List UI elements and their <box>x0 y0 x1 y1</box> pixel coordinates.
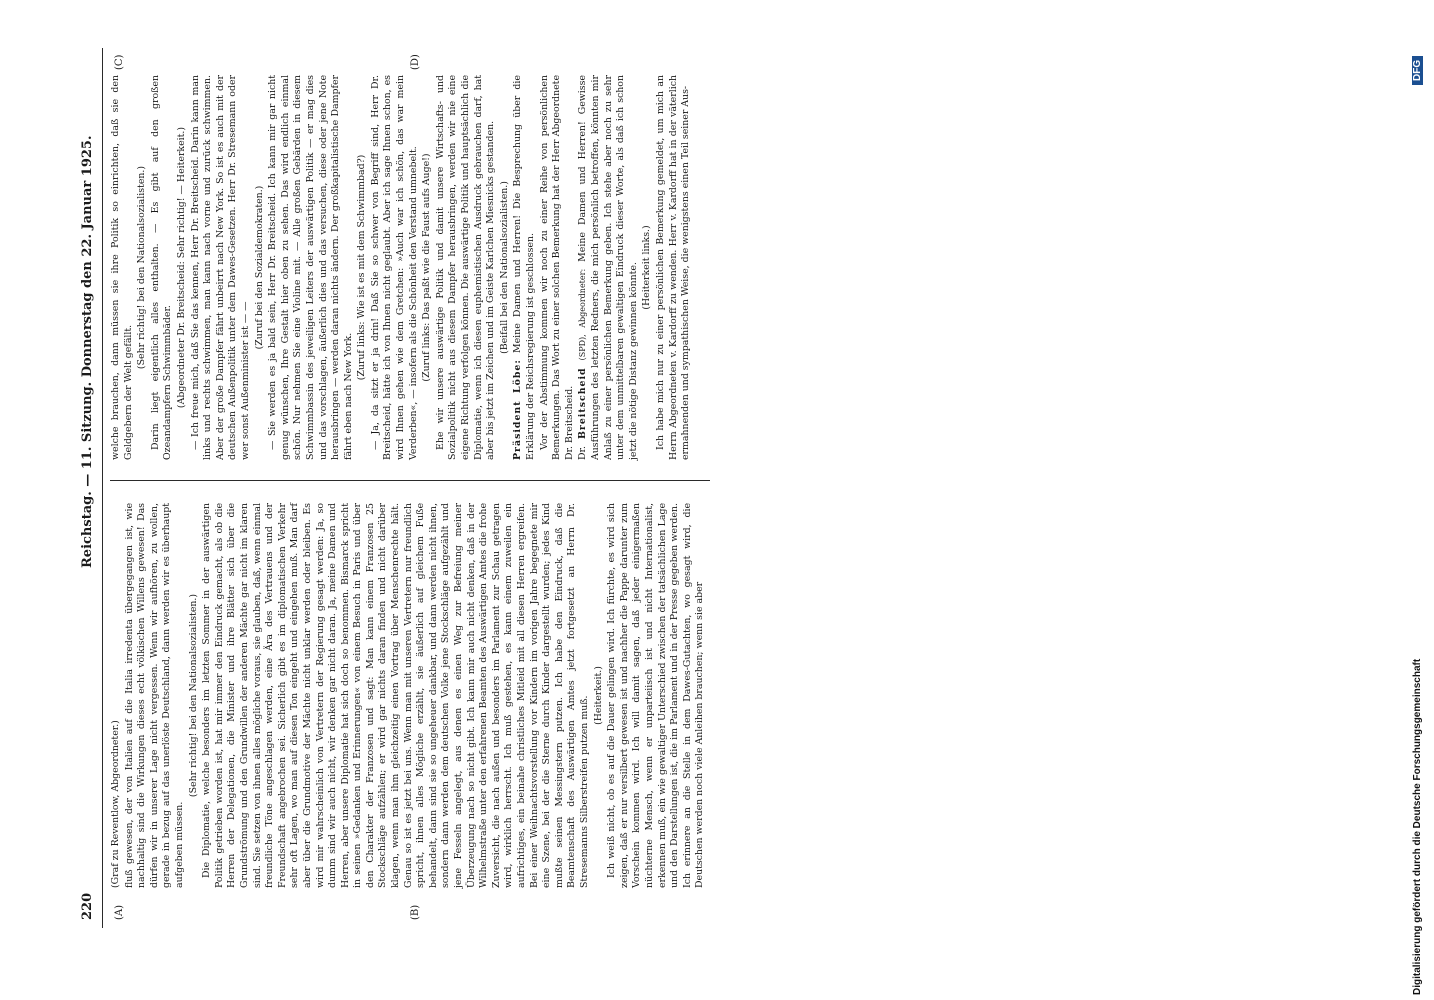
paragraph: — Sie werden es ja bald sein, Herr Dr. Breitscheid. Ich kann mir gar nicht genug wünschen, Ihre Gestalt hier oben zu sehen. Das wird endlich einmal schön. Nur nehmen Sie eine Violine mit. — Alle großen Gebärden in diesem Schwimmbassin des jeweiligen Leiters der auswärtigen Politik — er mag dies und das vorschlagen, äußerlich dies und das versuchen, diese oder jene Note herausbringen — werden daran nichts ändern. Der großkapitalistische Dampfer fährt eben nach New York. <box>267 75 354 460</box>
interjection: (Zuruf bei den Sozialdemokraten.) <box>253 185 265 350</box>
speech-text: Meine Damen und Herren! Die Besprechung über die Erklärung der Reichsregierung ist geschlossen. <box>512 75 536 460</box>
speaker-name: Breitscheid <box>577 367 589 440</box>
interjection: (Sehr richtig! bei den Nationalsozialisten.) <box>187 593 199 798</box>
margin-marker-d: (D) <box>410 54 421 70</box>
interjection: (Heiterkeit.) <box>592 666 604 725</box>
digitization-credit <box>1412 5 1428 995</box>
paragraph: Ehe wir unsere auswärtige Politik und damit unsere Wirtschafts- und Sozialpolitik nicht aus diesem Dampfer herausbringen, werden wir nie eine eigene Richtung verfolgen können. Die auswärtige Politik und hauptsächlich die Diplomatie, wenn ich diesen euphemistischen Ausdruck gebrauchen darf, hat aber bis jetzt im Zeichen und im Geiste Karlchen Miesnicks gestanden. <box>434 75 497 460</box>
interjection: (Abgeordneter Dr. Breitscheid: Sehr richtig! — Heiterkeit.) <box>175 126 187 409</box>
paragraph: Darin liegt eigentlich alles enthalten. — Es gibt auf den großen Ozeandampfern Schwimmbäder. <box>149 75 174 460</box>
paragraph: Vor der Abstimmung kommen wir noch zu einer Reihe von persönlichen Bemerkungen. Das Wort zu einer solchen Bemerkung hat der Herr Abgeordnete Dr. Breitscheid. <box>538 75 575 460</box>
speech-loebe <box>512 75 537 460</box>
dfg-logo: DFG <box>1412 56 1423 85</box>
left-column <box>110 503 708 888</box>
rotated-page <box>80 48 740 928</box>
speaker-line: (Graf zu Reventlow, Abgeordneter.) <box>110 720 121 888</box>
interjection: (Zuruf links: Wie ist es mit dem Schwimmbad?) <box>356 154 368 381</box>
interjection: (Zuruf links: Das paßt wie die Faust aufs Auge!) <box>421 153 433 382</box>
paragraph: — Ja, da sitzt er ja drin! Daß Sie so schwer von Begriff sind, Herr Dr. Breitscheid, hätte ich von Ihnen nicht geglaubt. Aber ich sage Ihnen schon, es wird Ihnen gehen wie dem Gretchen: »Auch war ich schön, das war mein Verderben«, — insofern als die Schönheit den Verstand umnebelt. <box>369 75 419 460</box>
interjection: (Sehr richtig! bei den Nationalsozialisten.) <box>136 165 148 370</box>
paragraph: Die Diplomatie, welche besonders im letzten Sommer in der auswärtigen Politik getrieben worden ist, hat mir immer den Eindruck gemacht, als ob die Herren der Delegationen, die Minister und ihre Blätter sich über die Grundströmung und den Grundwillen der anderen Mächte gar nicht im klaren sind. Sie setzen von ihnen alles mögliche voraus, sie glauben, daß, wenn einmal freundliche Töne angeschlagen werden, eine Ära des Vertrauens und der Freundschaft angebrochen sei. Sicherlich gibt es im diplomatischen Verkehr sehr oft Lagen, wo man auf diesen Ton eingeht und eingehen muß. Man darf aber über die Grundmotive der Mächte nicht unklar werden oder bleiben. Es wird mir wahrscheinlich von Vertretern der Regierung gesagt werden: Ja, so dumm sind wir auch nicht, wir denken gar nicht daran. Ja, meine Damen und Herren, aber unsere Diplomatie hat sich doch so benommen. Bismarck spricht in seinen »Gedanken und Erinnerungen« von einem Besuch in Paris und über den Charakter der Franzosen und sagt: Man kann einem Franzosen 25 Stockschläge aufzählen; er wird gar nichts daran finden und nicht darüber klagen, wenn man ihm gleichzeitig einen Vortrag über Menschenrechte hält. Genau so ist es jetzt bei uns. Wenn man mit unseren Vertretern nur freundlich spricht, ihnen alles Mögliche erzählt, sie äußerlich auf gleichem Fuße behandelt, dann sind sie so ungeheuer dankbar, und dann werden nicht ihnen, sondern dann werden dem deutschen Volke jene Stockschläge aufgezählt und jene Fesseln angelegt, aus denen es einen Weg zur Befreiung meiner Überzeugung nach so nicht gibt. Ich kann mir auch nicht denken, daß in der Wilhelmstraße unter den erfahrenen Beamten des Auswärtigen Amtes die frohe Zuversicht, die nach außen und besonders im Parlament zur Schau getragen wird, wirklich herrscht. Ich muß gestehen, es kann einem zuweilen ein aufrichtiges, ein beinahe christliches Mitleid mit all diesen Herren ergreifen. Bei einer Weihnachtsvorstellung vor Kindern im vorigen Jahre begegnete mir eine Szene, bei der die Sterne durch Kinder dargestellt wurden; jedes Kind mußte seinen Messingstern putzen. Ich habe den Eindruck, daß die Beamtenschaft des Auswärtigen Amtes jetzt fortgesetzt an Herrn Dr. Stresemanns Silberstreifen putzen muß. <box>201 503 590 888</box>
column-divider <box>110 480 710 481</box>
credit-text: Digitalisierung gefördert durch die Deutsche Forschungsgemeinschaft <box>1412 658 1423 995</box>
paragraph: Ich habe mich nur zu einer persönlichen Bemerkung gemeldet, um mich an Herrn Abgeordneten v. Kardorff zu wenden. Herr v. Kardorff hat in der väterlich ermahnenden und sympathischen Weise, die wenigstens einen Teil seiner Aus- <box>654 75 692 460</box>
header-rule <box>102 48 103 928</box>
right-column <box>110 75 694 460</box>
margin-marker-c: (C) <box>114 54 125 70</box>
page-number: 220 <box>80 892 95 920</box>
speech-breitscheid <box>577 75 640 460</box>
margin-marker-a: (A) <box>114 904 125 920</box>
paragraph: welche brauchen, dann müssen sie ihre Politik so einrichten, daß sie den Geldgebern der Welt gefällt. <box>110 75 134 460</box>
speech-text: Meine Damen und Herren! Gewisse Ausführungen des letzten Redners, die mich persönlich betroffen, könnten mir Anlaß zu einer persönlichen Bemerkung geben. Ich stehe aber noch zu sehr unter dem unmittelbaren gewaltigen Eindruck dieser Worte, als daß ich schon jetzt die nötige Distanz gewinnen könnte. <box>577 75 639 460</box>
interjection: (Heiterkeit links.) <box>641 225 653 310</box>
paragraph: Ich weiß nicht, ob es auf die Dauer gelingen wird. Ich fürchte, es wird sich zeigen, daß er nur versilbert gewesen ist und nachher die Pappe darunter zum Vorschein kommen wird. Ich will damit sagen, daß jeder einigermaßen nüchterne Mensch, wenn er unparteiisch ist und nicht Internationalist, erkennen muß, ein wie gewaltiger Unterschied zwischen der tatsächlichen Lage und den Darstellungen ist, die im Parlament und in der Presse gegeben werden. Ich erinnere an die Stelle in dem Dawes-Gutachten, wo gesagt wird, die Deutschen werden noch viele Anleihen brauchen; wenn sie aber <box>606 503 706 888</box>
page-header <box>80 48 102 928</box>
speaker-role: (SPD), Abgeordneter: <box>578 268 588 361</box>
margin-marker-b: (B) <box>410 904 421 920</box>
paragraph: fluß gewesen, der von Italien auf die Italia irredenta übergegangen ist, wie nachhaltig sind die Wirkungen dieses echt völkischen Willens gewesen! Das dürfen wir in unserer Lage nicht vergessen. Wenn wir aufhören, zu wollen, gerade in bezug auf das unerlöste Deutschland, dann werden wir es überhaupt aufgeben müssen. <box>123 503 185 888</box>
speaker-name: Präsident Löbe: <box>512 359 524 460</box>
speaker-title: Dr. <box>577 446 589 460</box>
interjection: (Beifall bei den Nationalsozialisten.) <box>498 181 510 354</box>
paragraph: — Ich freue mich, daß Sie das kennen, Herr Dr. Breitscheid. Darin kann man links und rechts schwimmen, man kann nach vorne und zurück schwimmen. Aber der große Dampfer fährt unbeirrt nach New York. So ist es auch mit der deutschen Außenpolitik unter dem Dawes-Gesetzen. Herr Dr. Stresemann oder wer sonst Außenminister ist — — <box>189 75 251 460</box>
running-title: Reichstag. — 11. Sitzung. Donnerstag den 22. Januar 1925. <box>80 135 95 568</box>
